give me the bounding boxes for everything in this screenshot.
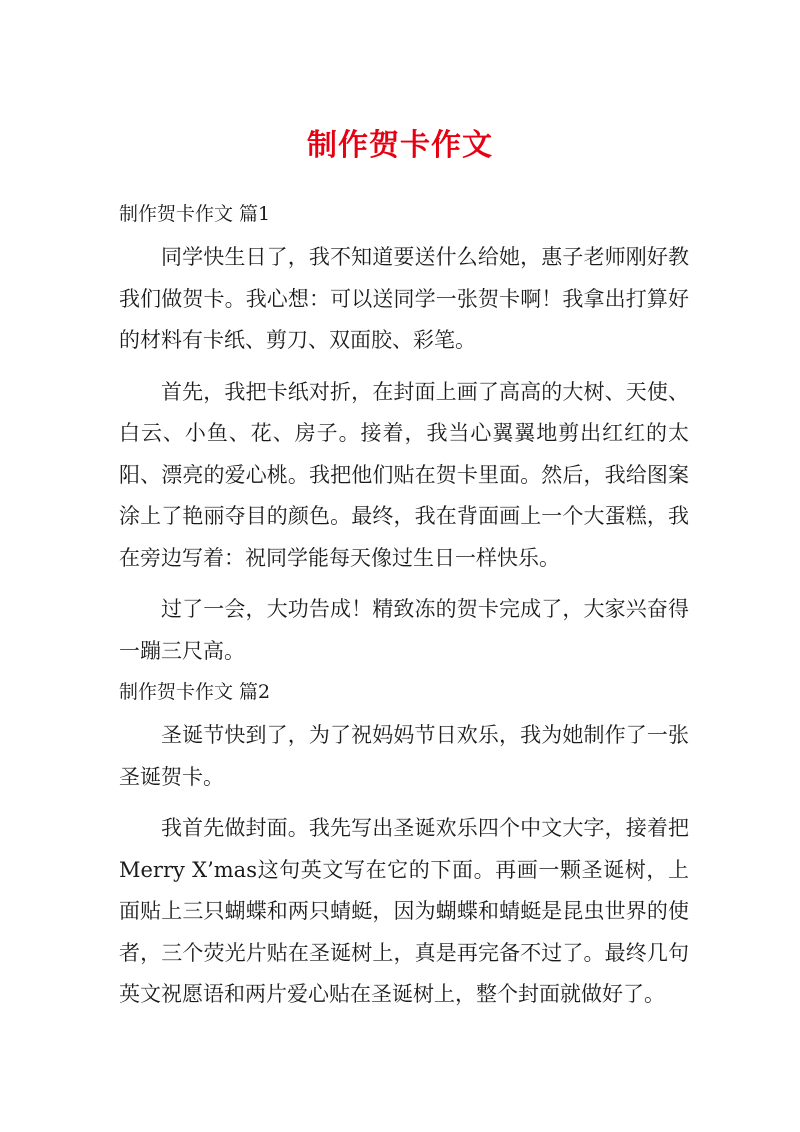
- section-heading-2: 制作贺卡作文 篇2: [119, 681, 271, 703]
- section-1-paragraph-1: 同学快生日了，我不知道要送什么给她，惠子老师刚好教我们做贺卡。我心想：可以送同学一张贺卡啊！我拿出打算好的材料有卡纸、剪刀、双面胶、彩笔。: [119, 245, 689, 352]
- section-heading-1: 制作贺卡作文 篇1: [119, 203, 271, 225]
- section-1-paragraph-3: 过了一会，大功告成！精致冻的贺卡完成了，大家兴奋得一蹦三尺高。: [119, 597, 689, 663]
- section-2-paragraph-1: 圣诞节快到了，为了祝妈妈节日欢乐，我为她制作了一张圣诞贺卡。: [119, 723, 689, 789]
- document-title: 制作贺卡作文: [307, 128, 493, 163]
- section-2-paragraph-2: 我首先做封面。我先写出圣诞欢乐四个中文大字，接着把Merry X’mas这句英文写在它的下面。再画一颗圣诞树，上面贴上三只蝴蝶和两只蜻蜓，因为蝴蝶和蜻蜓是昆虫世界的使者，三个荧光片贴在圣诞树上，真是再完备不过了。最终几句英文祝愿语和两片爱心贴在圣诞树上，整个封面就做好了。: [119, 816, 689, 1006]
- section-1-paragraph-2: 首先，我把卡纸对折，在封面上画了高高的大树、天使、白云、小鱼、花、房子。接着，我当心翼翼地剪出红红的太阳、漂亮的爱心桃。我把他们贴在贺卡里面。然后，我给图案涂上了艳丽夺目的颜色。最终，我在背面画上一个大蛋糕，我在旁边写着：祝同学能每天像过生日一样快乐。: [119, 379, 689, 570]
- document-body: [119, 194, 689, 1016]
